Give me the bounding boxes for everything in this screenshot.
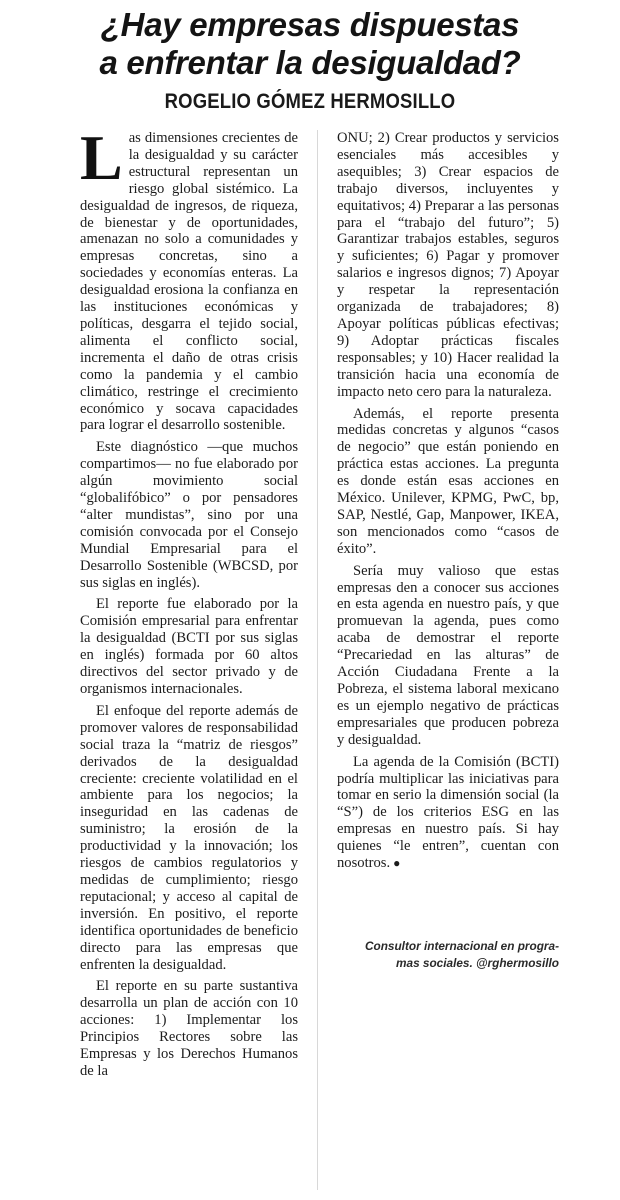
paragraph: El reporte en su parte sustantiva desarrolla un plan de acción con 10 acciones: 1) Implementar los Principios Rectores sobre las Empresas y los Derechos Humanos de la [80, 978, 298, 1079]
paragraph: Sería muy valioso que estas empresas den a conocer sus acciones en esta agenda en nuestro país, y que promuevan la agenda, pues como acaba de demostrar el reporte “Precariedad en las alturas” de Acción Ciudadana Frente a la Pobreza, el sistema laboral mexicano es un ejemplo negativo de prácticas empresariales que producen pobreza y desigualdad. [337, 562, 559, 748]
author-credit [337, 938, 559, 972]
paragraph: El enfoque del reporte además de promover valores de responsabilidad social traza la “matriz de riesgos” derivados de la desigualdad creciente: creciente volatilidad en el ambiente para los negocios; la inseguridad en las cadenas de suministro; la erosión de la productividad y la innovación; los riesgos de cambios regulatorios y medidas de cumplimiento; riesgo reputacional; y acceso al capital de inversión. En positivo, el reporte identifica oportunidades de beneficio directo para las empresas que enfrenten la desigualdad. [80, 702, 298, 973]
paragraph: ONU; 2) Crear productos y servicios esenciales más accesibles y asequibles; 3) Crear espacios de trabajo diversos, incluyentes y equitativos; 4) Preparar a las personas para el “trabajo del futuro”; 5) Garantizar trabajos estables, seguros y suficientes; 6) Pagar y promover salarios e ingresos dignos; 7) Apoyar y respetar la representación organizada de trabajadores; 8) Apoyar políticas públicas efectivas; 9) Adoptar prácticas fiscales responsables; y 10) Hacer realidad la transición hacia una economía de impacto neto cero para la naturaleza. [337, 130, 559, 400]
headline-line-2: a enfrentar la desigualdad? [99, 44, 521, 81]
paragraph [337, 754, 559, 872]
paragraph-text: La agenda de la Comisión (BCTI) podría multiplicar las iniciativas para tomar en serio la dimensión social (la “S”) de los criterios ESG en las empresas en nuestro país. Si hay quienes “le entren”, cuentan con nosotros. [337, 753, 559, 872]
headline [20, 6, 600, 82]
paragraph-text: as dimensiones crecientes de la desigualdad y su carácter estructural representan un riesgo global sistémico. La desigualdad de ingresos, de riqueza, de bienestar y de oportunidades, amenazan no solo a comunidades y empresas concretas, sino a sociedades y economías enteras. La desigualdad erosiona la confianza en las instituciones económicas y políticas, desgarra el tejido social, alimenta el conflicto social, incrementa el daño de otras crisis como la pandemia y el cambio climático, restringe el crecimiento económico y socava capacidades para lograr el desarrollo sostenible. [80, 130, 298, 434]
paragraph [80, 122, 298, 434]
left-column [80, 122, 298, 1085]
credit-line-1: Consultor internacional en progra- [364, 939, 559, 953]
paragraph: Este diagnóstico —que muchos compartimos— no fue elaborado por algún movimiento social “globalifóbico” o por pensadores “alter mundistas”, sino por una comisión convocada por el Consejo Mundial Empresarial para el Desarrollo Sostenible (WBCSD, por sus siglas en inglés). [80, 439, 298, 591]
paragraph: Además, el reporte presenta medidas concretas y algunos “casos de negocio” que están poniendo en práctica estas acciones. La pregunta es donde están esas acciones en México. Unilever, KPMG, PwC, bp, SAP, Nestlé, Gap, Manpower, IKEA, son mencionados como “casos de éxito”. [337, 405, 559, 557]
author-byline: ROGELIO GÓMEZ HERMOSILLO [164, 90, 456, 113]
right-column [337, 130, 559, 877]
drop-cap: L [80, 122, 123, 193]
end-of-article-bullet-icon: ● [393, 856, 401, 871]
credit-line-2: mas sociales. @rghermosillo [396, 956, 559, 970]
paragraph: El reporte fue elaborado por la Comisión empresarial para enfrentar la desigualdad (BCTI por sus siglas en inglés) formada por 60 altos directivos del sector privado y de organismos internacionales. [80, 596, 298, 697]
column-divider [317, 130, 318, 1190]
headline-line-1: ¿Hay empresas dispuestas [100, 6, 520, 43]
